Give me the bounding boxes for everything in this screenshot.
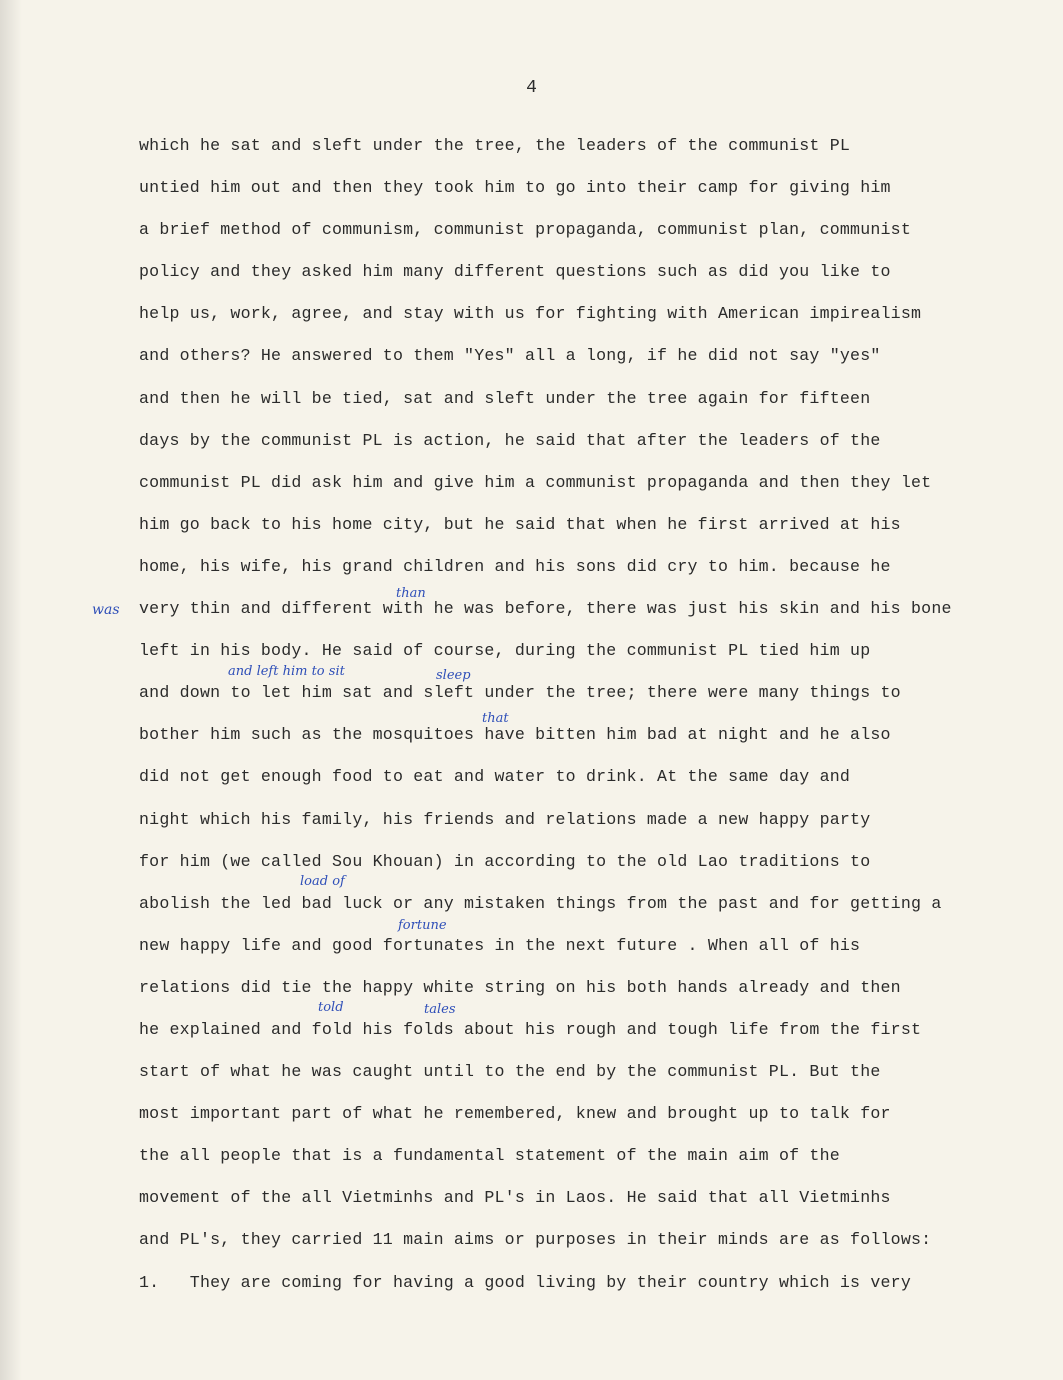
text-line: and others? He answered to them "Yes" all a long, if he did not say "yes" [139,346,881,366]
text-line: the all people that is a fundamental statement of the main aim of the [139,1146,840,1166]
handwritten-insertion: and left him to sit [228,664,345,679]
text-line: night which his family, his friends and relations made a new happy party [139,809,871,829]
text-line: 1. They are coming for having a good living by their country which is very [139,1272,911,1292]
paper-edge-shadow [0,0,22,1380]
text-line: which he sat and sleft under the tree, the leaders of the communist PL [139,136,851,155]
margin-handwritten-note: was [92,602,120,618]
text-line: abolish the led bad luck or any mistaken things from the past and for getting a [139,893,942,913]
text-line: untied him out and then they took him to go into their camp for giving him [139,178,891,198]
handwritten-insertion: sleep [436,668,471,683]
handwritten-insertion: than [396,586,426,601]
text-line: left in his body. He said of course, during the communist PL tied him up [139,641,871,661]
text-line: he explained and fold his folds about his rough and tough life from the first [139,1019,922,1039]
handwritten-insertion: told [318,1000,344,1015]
text-line: home, his wife, his grand children and his sons did cry to him. because he [139,556,891,576]
text-line: relations did tie the happy white string on his both hands already and then [139,977,901,997]
typed-text-body [139,132,1039,1311]
text-line: did not get enough food to eat and water to drink. At the same day and [139,767,851,787]
text-line: policy and they asked him many different questions such as did you like to [139,262,891,282]
text-line: him go back to his home city, but he said that when he first arrived at his [139,514,901,534]
text-line: new happy life and good fortunates in the next future . When all of his [139,935,861,955]
text-line: a brief method of communism, communist propaganda, communist plan, communist [139,220,911,240]
page-number: 4 [526,78,537,98]
text-line: very thin and different with he was before, there was just his skin and his bone [139,599,952,619]
text-line: days by the communist PL is action, he said that after the leaders of the [139,430,881,450]
handwritten-insertion: that [482,711,509,726]
text-line: most important part of what he remembered, knew and brought up to talk for [139,1104,891,1124]
text-line: bother him such as the mosquitoes have bitten him bad at night and he also [139,725,891,745]
text-line: and then he will be tied, sat and sleft under the tree again for fifteen [139,388,871,408]
text-line: for him (we called Sou Khouan) in according to the old Lao traditions to [139,851,871,871]
handwritten-insertion: tales [424,1002,456,1017]
handwritten-insertion: fortune [398,918,447,933]
handwritten-insertion: load of [300,874,345,889]
text-line: and down to let him sat and sleft under the tree; there were many things to [139,683,901,703]
text-line: start of what he was caught until to the end by the communist PL. But the [139,1062,881,1082]
text-line: help us, work, agree, and stay with us for fighting with American impirealism [139,304,922,324]
text-line: movement of the all Vietminhs and PL's in Laos. He said that all Vietminhs [139,1188,891,1208]
text-line: communist PL did ask him and give him a communist propaganda and then they let [139,472,932,492]
text-line: and PL's, they carried 11 main aims or purposes in their minds are as follows: [139,1230,932,1250]
